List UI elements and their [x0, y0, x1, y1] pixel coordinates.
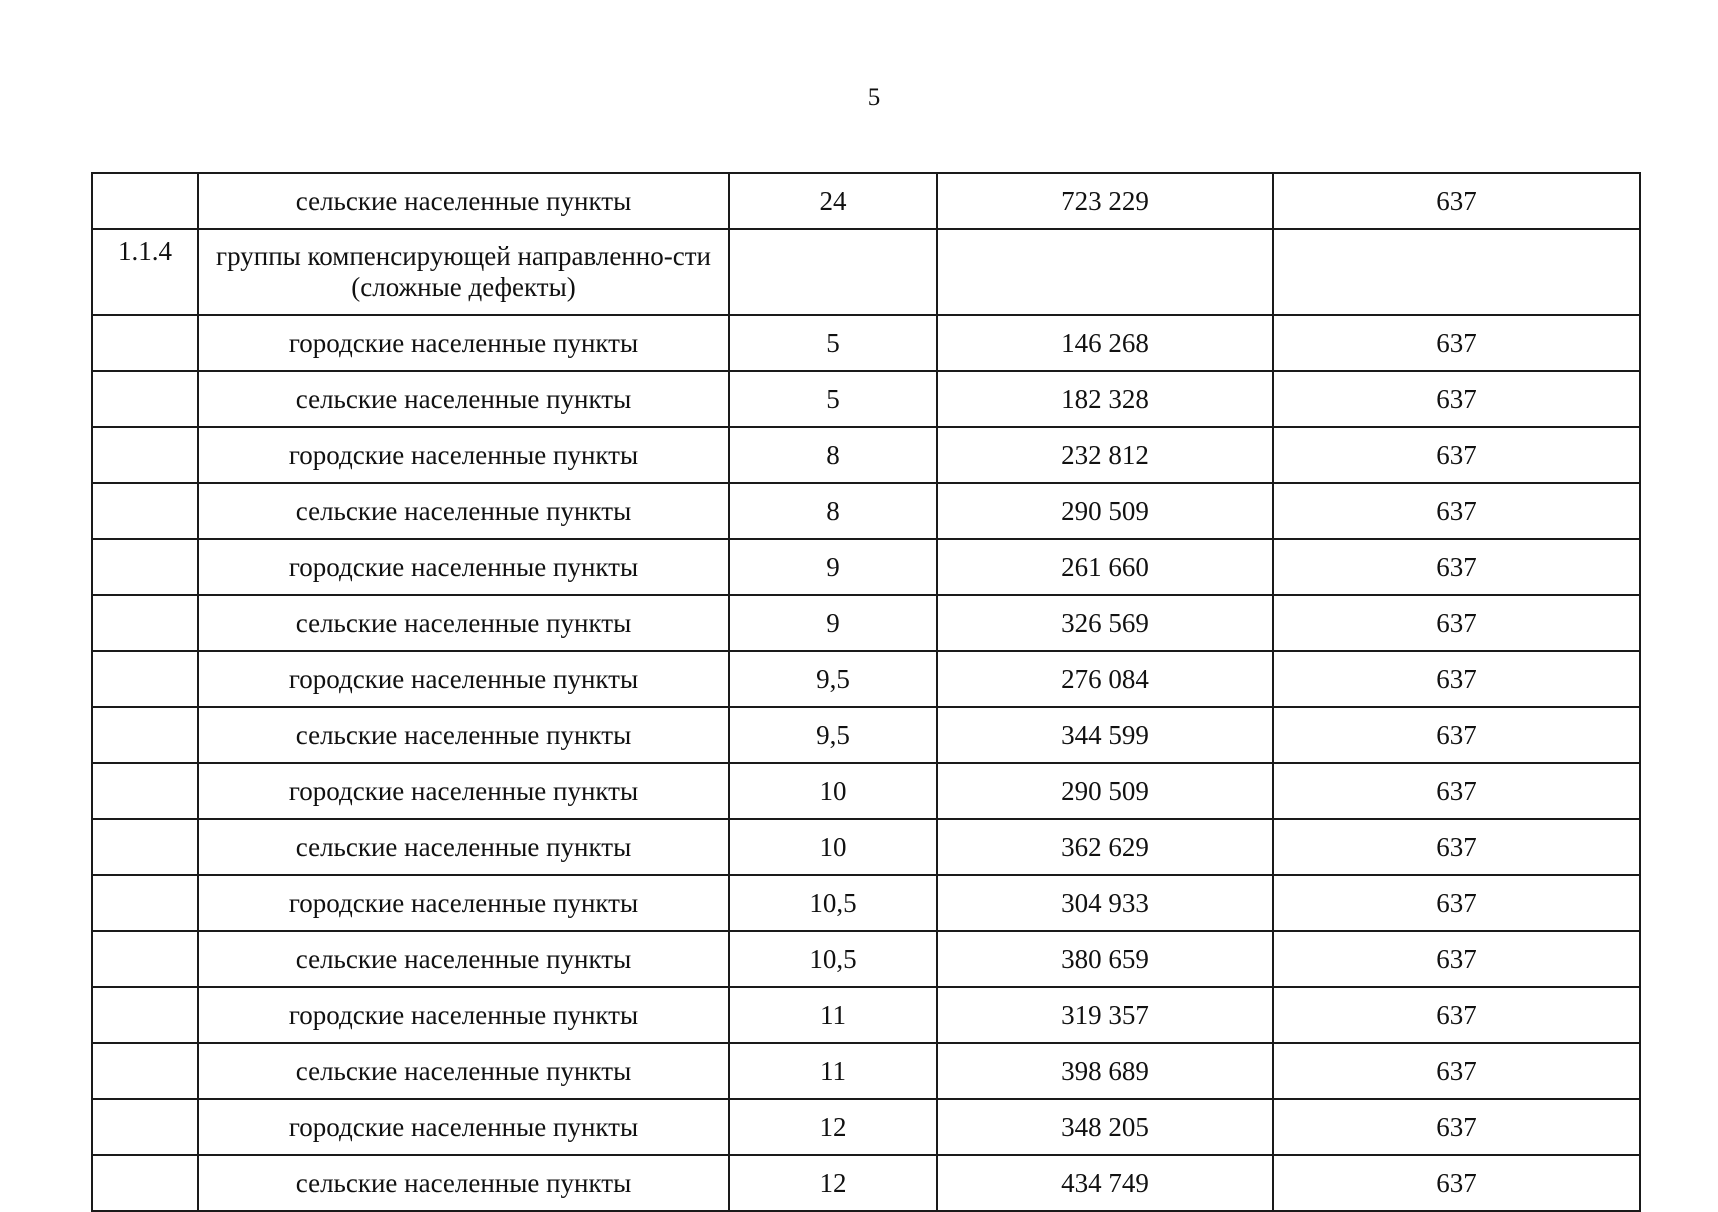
row-value-2: 723 229 [937, 173, 1273, 229]
row-number [92, 595, 198, 651]
row-value-2: 326 569 [937, 595, 1273, 651]
row-name: городские населенные пункты [198, 763, 729, 819]
row-name: сельские населенные пункты [198, 707, 729, 763]
row-name: сельские населенные пункты [198, 483, 729, 539]
table-row [92, 173, 1640, 229]
row-value-2: 261 660 [937, 539, 1273, 595]
row-value-1 [729, 229, 937, 315]
row-number [92, 819, 198, 875]
row-value-3: 637 [1273, 707, 1640, 763]
row-value-3: 637 [1273, 987, 1640, 1043]
row-value-1: 11 [729, 987, 937, 1043]
row-value-2: 146 268 [937, 315, 1273, 371]
row-number: 1.1.4 [92, 229, 198, 315]
table-row [92, 483, 1640, 539]
row-number [92, 875, 198, 931]
row-name: сельские населенные пункты [198, 173, 729, 229]
table-row [92, 987, 1640, 1043]
row-number [92, 1155, 198, 1211]
row-name: городские населенные пункты [198, 1099, 729, 1155]
row-value-3: 637 [1273, 595, 1640, 651]
row-name: городские населенные пункты [198, 651, 729, 707]
table-row [92, 1099, 1640, 1155]
row-name: сельские населенные пункты [198, 595, 729, 651]
row-value-1: 11 [729, 1043, 937, 1099]
row-name: сельские населенные пункты [198, 931, 729, 987]
table-row [92, 651, 1640, 707]
table-row [92, 819, 1640, 875]
row-number [92, 987, 198, 1043]
row-number [92, 931, 198, 987]
row-value-2: 276 084 [937, 651, 1273, 707]
row-value-3: 637 [1273, 931, 1640, 987]
table-row [92, 763, 1640, 819]
row-value-1: 10,5 [729, 931, 937, 987]
row-value-2: 304 933 [937, 875, 1273, 931]
table-row [92, 315, 1640, 371]
row-name: городские населенные пункты [198, 539, 729, 595]
row-number [92, 427, 198, 483]
row-value-3: 637 [1273, 1099, 1640, 1155]
row-value-2: 362 629 [937, 819, 1273, 875]
row-number [92, 173, 198, 229]
row-name: сельские населенные пункты [198, 1043, 729, 1099]
row-value-2: 348 205 [937, 1099, 1273, 1155]
row-number [92, 1043, 198, 1099]
row-value-1: 5 [729, 315, 937, 371]
row-value-1: 5 [729, 371, 937, 427]
row-value-1: 10 [729, 763, 937, 819]
data-table [91, 172, 1641, 1212]
row-value-3: 637 [1273, 651, 1640, 707]
page-number: 5 [867, 84, 881, 111]
row-value-1: 12 [729, 1099, 937, 1155]
section-row [92, 229, 1640, 315]
row-value-2: 182 328 [937, 371, 1273, 427]
row-value-2: 232 812 [937, 427, 1273, 483]
row-value-1: 8 [729, 427, 937, 483]
table-row [92, 371, 1640, 427]
table-row [92, 595, 1640, 651]
row-number [92, 483, 198, 539]
row-name: городские населенные пункты [198, 315, 729, 371]
row-name: сельские населенные пункты [198, 371, 729, 427]
row-value-3: 637 [1273, 1043, 1640, 1099]
row-number [92, 371, 198, 427]
row-name: сельские населенные пункты [198, 819, 729, 875]
table-row [92, 539, 1640, 595]
row-value-3: 637 [1273, 875, 1640, 931]
row-name: сельские населенные пункты [198, 1155, 729, 1211]
row-value-1: 8 [729, 483, 937, 539]
row-value-3: 637 [1273, 1155, 1640, 1211]
row-value-2: 290 509 [937, 763, 1273, 819]
table-row [92, 1155, 1640, 1211]
row-value-1: 12 [729, 1155, 937, 1211]
row-value-2: 319 357 [937, 987, 1273, 1043]
row-value-3: 637 [1273, 539, 1640, 595]
row-value-1: 10 [729, 819, 937, 875]
row-value-3: 637 [1273, 427, 1640, 483]
row-value-3: 637 [1273, 315, 1640, 371]
row-number [92, 707, 198, 763]
row-value-2: 290 509 [937, 483, 1273, 539]
row-value-3: 637 [1273, 483, 1640, 539]
row-name: группы компенсирующей направленно-сти (сложные дефекты) [198, 229, 729, 315]
table-row [92, 931, 1640, 987]
row-value-2 [937, 229, 1273, 315]
row-value-1: 9,5 [729, 707, 937, 763]
row-value-2: 398 689 [937, 1043, 1273, 1099]
table-row [92, 875, 1640, 931]
row-value-3: 637 [1273, 763, 1640, 819]
row-value-3 [1273, 229, 1640, 315]
row-number [92, 315, 198, 371]
row-number [92, 1099, 198, 1155]
row-number [92, 651, 198, 707]
row-value-1: 9,5 [729, 651, 937, 707]
row-value-1: 9 [729, 539, 937, 595]
row-value-2: 344 599 [937, 707, 1273, 763]
row-number [92, 763, 198, 819]
row-value-1: 10,5 [729, 875, 937, 931]
row-number [92, 539, 198, 595]
row-name: городские населенные пункты [198, 987, 729, 1043]
table-row [92, 1043, 1640, 1099]
table-row [92, 427, 1640, 483]
row-name: городские населенные пункты [198, 427, 729, 483]
row-value-3: 637 [1273, 371, 1640, 427]
row-value-1: 9 [729, 595, 937, 651]
row-value-3: 637 [1273, 819, 1640, 875]
row-value-3: 637 [1273, 173, 1640, 229]
table-row [92, 707, 1640, 763]
row-name: городские населенные пункты [198, 875, 729, 931]
row-value-2: 434 749 [937, 1155, 1273, 1211]
row-value-2: 380 659 [937, 931, 1273, 987]
row-value-1: 24 [729, 173, 937, 229]
